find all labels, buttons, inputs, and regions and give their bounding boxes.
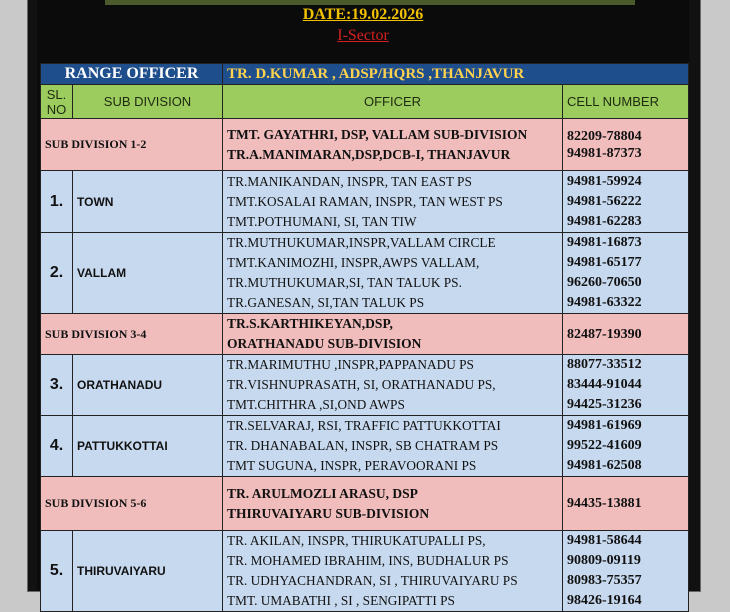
cell-number[interactable]: 90809-09119 <box>567 553 641 568</box>
sub-division-officers <box>223 314 563 355</box>
area-name: PATTUKKOTTAI <box>73 416 223 477</box>
sub-division-cell-numbers <box>563 314 689 355</box>
area-cell-numbers <box>563 531 689 612</box>
officer-line: TR.MARIMUTHU ,INSPR,PAPPANADU PS <box>227 357 474 372</box>
cell-number[interactable]: 96260-70650 <box>567 275 642 290</box>
cell-number[interactable]: 94981-87373 <box>567 145 642 161</box>
col-header-officer: OFFICER <box>223 85 563 119</box>
sub-division-row <box>41 119 689 171</box>
sub-division-label: SUB DIVISION 1-2 <box>41 119 223 171</box>
cell-number[interactable]: 94425-31236 <box>567 397 642 412</box>
officer-line: TMT.KOSALAI RAMAN, INSPR, TAN WEST PS <box>227 193 503 209</box>
area-name: THIRUVAIYARU <box>73 531 223 612</box>
range-officer-name: TR. D.KUMAR , ADSP/HQRS ,THANJAVUR <box>223 64 689 85</box>
officer-line: TR. AKILAN, INSPR, THIRUKATUPALLI PS, <box>227 533 486 548</box>
area-cell-numbers <box>563 416 689 477</box>
area-officers <box>223 416 563 477</box>
officer-line: TR.SELVARAJ, RSI, TRAFFIC PATTUKKOTTAI <box>227 418 501 433</box>
officer-line: TR.MANIKANDAN, INSPR, TAN EAST PS <box>227 173 472 189</box>
officer-line: TR.A.MANIMARAN,DSP,DCB-I, THANJAVUR <box>227 146 511 162</box>
table-header-row <box>41 85 689 119</box>
sub-division-officers <box>223 119 563 171</box>
cell-number[interactable]: 94981-62508 <box>567 458 642 473</box>
area-name: TOWN <box>73 171 223 233</box>
col-header-no-text: NO <box>46 101 67 117</box>
cell-number[interactable]: 88077-33512 <box>567 357 642 372</box>
area-row <box>41 233 689 314</box>
serial-number: 3. <box>41 355 73 416</box>
serial-number: 2. <box>41 233 73 314</box>
range-officer-label: RANGE OFFICER <box>41 64 223 85</box>
area-cell-numbers <box>563 233 689 314</box>
sub-division-cell-numbers <box>563 477 689 531</box>
col-header-sub-division: SUB DIVISION <box>73 85 223 119</box>
sub-division-cell-numbers <box>563 119 689 171</box>
serial-number: 4. <box>41 416 73 477</box>
cell-number[interactable]: 94435-13881 <box>567 496 642 511</box>
officer-line: TR.MUTHUKUMAR,SI, TAN TALUK PS. <box>227 275 462 290</box>
area-officers <box>223 171 563 233</box>
cell-number[interactable]: 94981-58644 <box>567 533 642 548</box>
cell-number[interactable]: 94981-65177 <box>567 255 642 270</box>
cell-number[interactable]: 83444-91044 <box>567 377 642 392</box>
area-officers <box>223 233 563 314</box>
col-header-cell-number: CELL NUMBER <box>563 85 689 119</box>
cell-number[interactable]: 94981-59924 <box>567 173 642 189</box>
area-cell-numbers <box>563 171 689 233</box>
officer-line: TR. MOHAMED IBRAHIM, INS, BUDHALUR PS <box>227 553 509 568</box>
sub-division-officers <box>223 477 563 531</box>
officer-line: TMT.KANIMOZHI, INSPR,AWPS VALLAM, <box>227 255 480 270</box>
cell-number[interactable]: 94981-62283 <box>567 213 642 229</box>
area-row <box>41 531 689 612</box>
cell-number[interactable]: 98426-19164 <box>567 593 642 608</box>
area-cell-numbers <box>563 355 689 416</box>
officer-line: TMT. UMABATHI , SI , SENGIPATTI PS <box>227 593 455 608</box>
area-row <box>41 171 689 233</box>
area-name: ORATHANADU <box>73 355 223 416</box>
cell-number[interactable]: 80983-75357 <box>567 573 642 588</box>
sector-heading: I-Sector <box>337 27 389 44</box>
sub-division-label: SUB DIVISION 3-4 <box>41 314 223 355</box>
area-row <box>41 355 689 416</box>
officer-line: TMT. GAYATHRI, DSP, VALLAM SUB-DIVISION <box>227 126 528 142</box>
col-header-sl-no <box>41 85 73 119</box>
cell-number[interactable]: 94981-56222 <box>567 193 642 209</box>
area-row <box>41 416 689 477</box>
officer-line: TR.S.KARTHIKEYAN,DSP, <box>227 316 393 331</box>
col-header-sl-text: SL. <box>46 86 67 102</box>
officer-line: TR. UDHYACHANDRAN, SI , THIRUVAIYARU PS <box>227 573 518 588</box>
officer-line: TMT.CHITHRA ,SI,OND AWPS <box>227 397 405 412</box>
cell-number[interactable]: 82487-19390 <box>567 326 642 342</box>
cell-number[interactable]: 99522-41609 <box>567 438 642 453</box>
cell-number[interactable]: 94981-63322 <box>567 295 642 310</box>
area-officers <box>223 531 563 612</box>
officer-line: TMT.POTHUMANI, SI, TAN TIW <box>227 213 417 229</box>
top-banner-image <box>105 0 635 5</box>
serial-number: 5. <box>41 531 73 612</box>
cell-number[interactable]: 94981-61969 <box>567 418 642 433</box>
cell-number[interactable]: 94981-16873 <box>567 235 642 250</box>
document-sheet <box>37 0 689 608</box>
range-officer-row <box>41 64 689 85</box>
area-officers <box>223 355 563 416</box>
cell-number[interactable]: 82209-78804 <box>567 128 642 144</box>
officer-line: TR. DHANABALAN, INSPR, SB CHATRAM PS <box>227 438 499 453</box>
officer-line: TR.GANESAN, SI,TAN TALUK PS <box>227 295 425 310</box>
officer-line: TR.VISHNUPRASATH, SI, ORATHANADU PS, <box>227 377 496 392</box>
officer-line: TR. ARULMOZLI ARASU, DSP <box>227 485 418 501</box>
duty-roster-table <box>40 63 689 612</box>
officer-line: ORATHANADU SUB-DIVISION <box>227 336 422 351</box>
sub-division-row <box>41 314 689 355</box>
date-heading: DATE:19.02.2026 <box>302 6 424 23</box>
officer-line: TMT SUGUNA, INSPR, PERAVOORANI PS <box>227 458 477 473</box>
sub-division-row <box>41 477 689 531</box>
serial-number: 1. <box>41 171 73 233</box>
officer-line: TR.MUTHUKUMAR,INSPR,VALLAM CIRCLE <box>227 235 496 250</box>
officer-line: THIRUVAIYARU SUB-DIVISION <box>227 505 430 521</box>
sub-division-label: SUB DIVISION 5-6 <box>41 477 223 531</box>
area-name: VALLAM <box>73 233 223 314</box>
